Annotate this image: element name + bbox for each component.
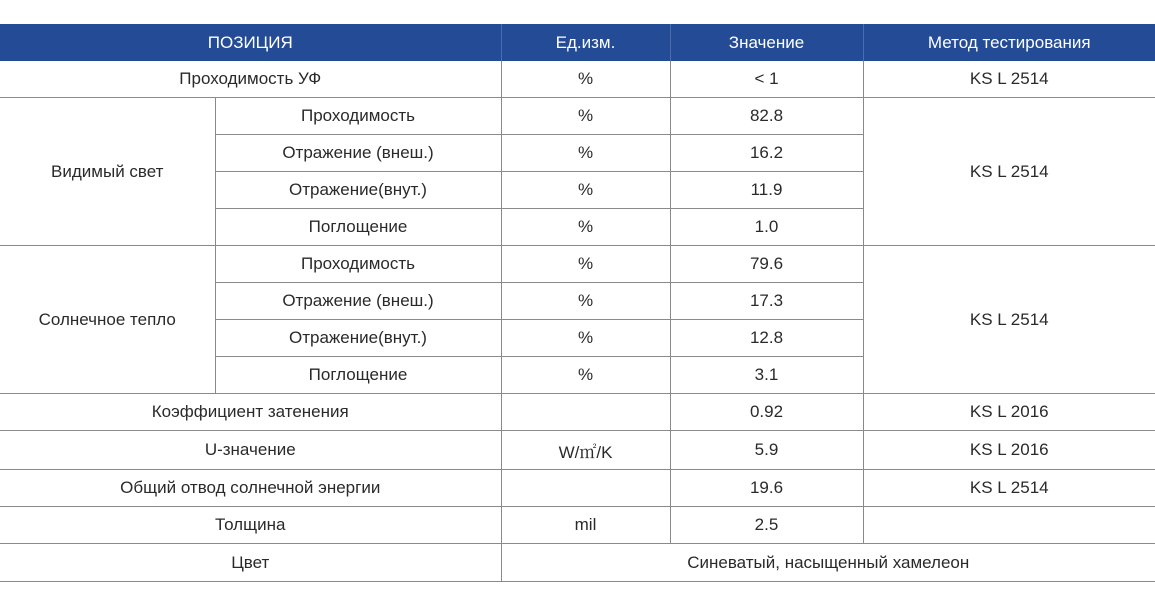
unit-cell: %: [501, 246, 670, 283]
value-cell: 19.6: [670, 470, 863, 507]
value-cell: 5.9: [670, 431, 863, 470]
unit-cell: mil: [501, 507, 670, 544]
table-row-tser: [0, 470, 1155, 507]
sub-label: Проходимость: [215, 98, 501, 135]
unit-cell: W/㎡/K: [501, 431, 670, 470]
value-cell: 2.5: [670, 507, 863, 544]
row-label: Общий отвод солнечной энергии: [0, 470, 501, 507]
header-unit: Ед.изм.: [501, 24, 670, 61]
method-cell: [863, 507, 1155, 544]
table-row-uv: [0, 61, 1155, 98]
table-row-thickness: [0, 507, 1155, 544]
sub-label: Отражение (внеш.): [215, 135, 501, 172]
value-cell: 82.8: [670, 98, 863, 135]
unit-cell: %: [501, 135, 670, 172]
sub-label: Отражение (внеш.): [215, 283, 501, 320]
method-cell: KS L 2514: [863, 470, 1155, 507]
table-row-visible: [0, 98, 1155, 135]
header-value: Значение: [670, 24, 863, 61]
unit-cell: %: [501, 61, 670, 98]
unit-cell: %: [501, 320, 670, 357]
unit-cell: %: [501, 283, 670, 320]
method-cell: KS L 2514: [863, 98, 1155, 246]
row-label: Коэффициент затенения: [0, 394, 501, 431]
header-method: Метод тестирования: [863, 24, 1155, 61]
unit-cell: [501, 394, 670, 431]
color-value-cell: Синеватый, насыщенный хамелеон: [501, 544, 1155, 582]
row-label: U-значение: [0, 431, 501, 470]
group-label-visible: Видимый свет: [0, 98, 215, 246]
sub-label: Отражение(внут.): [215, 320, 501, 357]
sub-label: Поглощение: [215, 209, 501, 246]
header-position: ПОЗИЦИЯ: [0, 24, 501, 61]
method-cell: KS L 2016: [863, 394, 1155, 431]
unit-cell: %: [501, 98, 670, 135]
sub-label: Проходимость: [215, 246, 501, 283]
unit-cell: %: [501, 172, 670, 209]
row-label: Цвет: [0, 544, 501, 582]
unit-cell: [501, 470, 670, 507]
table-row-shading: [0, 394, 1155, 431]
value-cell: 1.0: [670, 209, 863, 246]
value-cell: 17.3: [670, 283, 863, 320]
header-row: [0, 24, 1155, 61]
value-cell: 79.6: [670, 246, 863, 283]
sub-label: Поглощение: [215, 357, 501, 394]
row-label: Толщина: [0, 507, 501, 544]
spec-table: [0, 24, 1155, 582]
method-cell: KS L 2016: [863, 431, 1155, 470]
method-cell: KS L 2514: [863, 246, 1155, 394]
group-label-solar: Солнечное тепло: [0, 246, 215, 394]
value-cell: 16.2: [670, 135, 863, 172]
unit-cell: %: [501, 357, 670, 394]
row-label: Проходимость УФ: [0, 61, 501, 98]
value-cell: < 1: [670, 61, 863, 98]
table-row-uvalue: [0, 431, 1155, 470]
sub-label: Отражение(внут.): [215, 172, 501, 209]
value-cell: 3.1: [670, 357, 863, 394]
unit-cell: %: [501, 209, 670, 246]
value-cell: 12.8: [670, 320, 863, 357]
value-cell: 11.9: [670, 172, 863, 209]
value-cell: 0.92: [670, 394, 863, 431]
method-cell: KS L 2514: [863, 61, 1155, 98]
table-row-solar: [0, 246, 1155, 283]
table-row-color: [0, 544, 1155, 582]
